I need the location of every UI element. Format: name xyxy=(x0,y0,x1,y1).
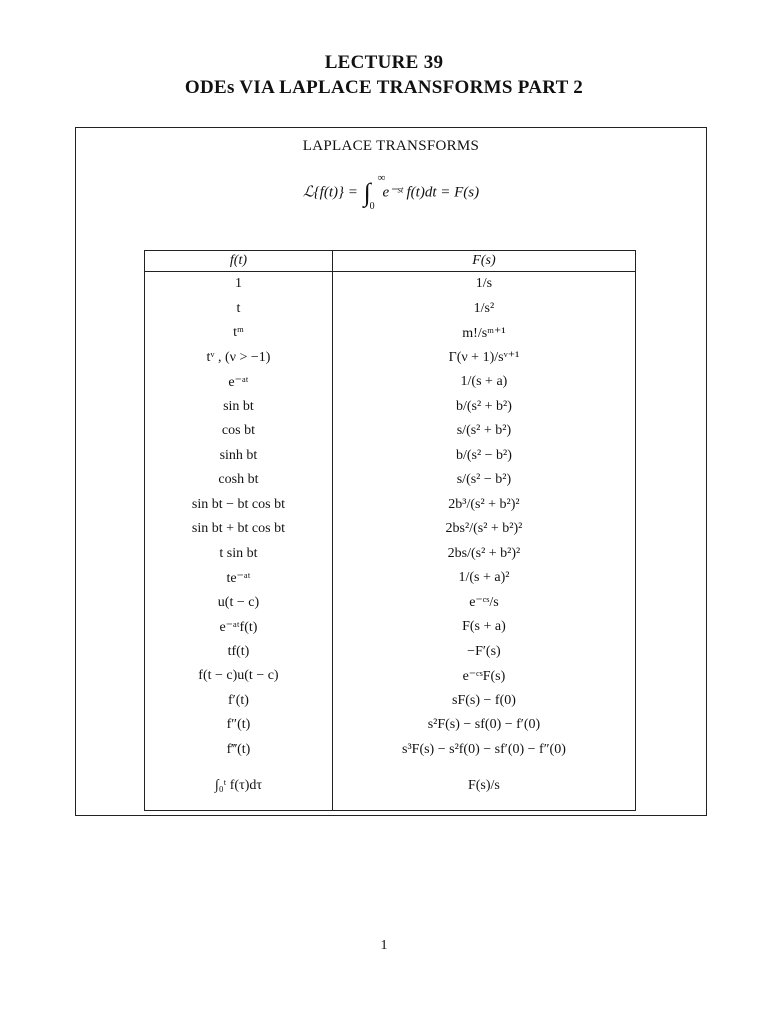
table-row xyxy=(145,640,636,665)
table-row xyxy=(145,419,636,444)
s-domain-cell: 2bs/(s² + b²)² xyxy=(447,545,521,561)
s-domain-cell: 1/(s + a)² xyxy=(458,570,510,586)
time-domain-cell: sin bt − bt cos bt xyxy=(145,493,333,518)
table-row xyxy=(145,664,636,689)
table-row xyxy=(145,444,636,469)
s-domain-cell: s²F(s) − sf(0) − f′(0) xyxy=(427,717,541,733)
table-row xyxy=(145,370,636,395)
lecture-title: ODEs VIA LAPLACE TRANSFORMS PART 2 xyxy=(184,77,584,98)
s-domain-cell: e⁻ᶜˢF(s) xyxy=(462,668,506,684)
time-domain-cell: t sin bt xyxy=(145,542,333,567)
time-domain-cell: sinh bt xyxy=(145,444,333,469)
s-domain-cell: b/(s² + b²) xyxy=(455,398,512,414)
definition-lhs: ℒ{f(t)} = xyxy=(302,184,358,201)
time-domain-cell: f′(t) xyxy=(145,689,333,714)
time-domain-cell: sin bt xyxy=(145,395,333,420)
time-domain-cell: cos bt xyxy=(145,419,333,444)
table-header-row xyxy=(145,251,636,272)
integral-sign: ∫ ∞ 0 xyxy=(363,172,386,212)
laplace-definition xyxy=(76,172,706,212)
s-domain-cell: b/(s² − b²) xyxy=(455,447,512,463)
table-row xyxy=(145,591,636,616)
table-row xyxy=(145,615,636,640)
time-domain-cell: tᵐ xyxy=(145,321,333,346)
s-domain-cell: sF(s) − f(0) xyxy=(452,692,516,708)
table-row xyxy=(145,689,636,714)
s-domain-cell: 1/s xyxy=(475,276,493,292)
time-domain-cell: e⁻ᵃᵗ xyxy=(145,370,333,395)
time-domain-cell: sin bt + bt cos bt xyxy=(145,517,333,542)
table-row xyxy=(145,738,636,763)
s-domain-cell: 2bs²/(s² + b²)² xyxy=(445,521,523,537)
definition-rhs: e⁻ˢᵗ f(t)dt = F(s) xyxy=(382,184,480,201)
table-row xyxy=(145,762,636,811)
column-header-s-domain: F(s) xyxy=(332,251,635,272)
transform-box xyxy=(75,127,707,816)
table-row xyxy=(145,272,636,297)
integral-lower-limit: 0 xyxy=(369,201,375,212)
s-domain-cell: m!/sᵐ⁺¹ xyxy=(462,325,506,341)
time-domain-cell: ∫₀ᵗ f(τ)dτ xyxy=(145,762,333,811)
s-domain-cell: −F′(s) xyxy=(467,643,501,659)
s-domain-cell: s³F(s) − s²f(0) − sf′(0) − f″(0) xyxy=(402,741,566,757)
transform-table xyxy=(144,250,636,811)
table-row xyxy=(145,517,636,542)
table-row xyxy=(145,542,636,567)
time-domain-cell: u(t − c) xyxy=(145,591,333,616)
s-domain-cell: Γ(ν + 1)/sᵛ⁺¹ xyxy=(448,350,520,366)
s-domain-cell: 2b³/(s² + b²)² xyxy=(448,496,520,512)
time-domain-cell: tf(t) xyxy=(145,640,333,665)
s-domain-cell: 1/s² xyxy=(473,300,495,316)
s-domain-cell: s/(s² − b²) xyxy=(456,472,512,488)
integral-upper-limit: ∞ xyxy=(377,172,386,184)
table-row xyxy=(145,321,636,346)
time-domain-cell: 1 xyxy=(145,272,333,297)
table-row xyxy=(145,395,636,420)
time-domain-cell: cosh bt xyxy=(145,468,333,493)
lecture-number: LECTURE 39 xyxy=(324,52,444,73)
table-row xyxy=(145,297,636,322)
s-domain-cell: 1/(s + a) xyxy=(460,374,508,390)
time-domain-cell: f‴(t) xyxy=(145,738,333,763)
time-domain-cell: f(t − c)u(t − c) xyxy=(145,664,333,689)
s-domain-cell: F(s + a) xyxy=(462,619,506,635)
table-row xyxy=(145,346,636,371)
time-domain-cell: t xyxy=(145,297,333,322)
table-row xyxy=(145,566,636,591)
time-domain-cell: te⁻ᵃᵗ xyxy=(145,566,333,591)
table-row xyxy=(145,713,636,738)
time-domain-cell: f″(t) xyxy=(145,713,333,738)
time-domain-cell: tᵛ , (ν > −1) xyxy=(145,346,333,371)
s-domain-cell: F(s)/s xyxy=(467,778,500,793)
page-number: 1 xyxy=(380,938,388,953)
box-heading: LAPLACE TRANSFORMS xyxy=(302,138,480,154)
column-header-time-domain: f(t) xyxy=(145,251,333,272)
time-domain-cell: e⁻ᵃᵗf(t) xyxy=(145,615,333,640)
table-row xyxy=(145,493,636,518)
table-row xyxy=(145,468,636,493)
s-domain-cell: e⁻ᶜˢ/s xyxy=(469,595,499,611)
s-domain-cell: s/(s² + b²) xyxy=(456,423,512,439)
